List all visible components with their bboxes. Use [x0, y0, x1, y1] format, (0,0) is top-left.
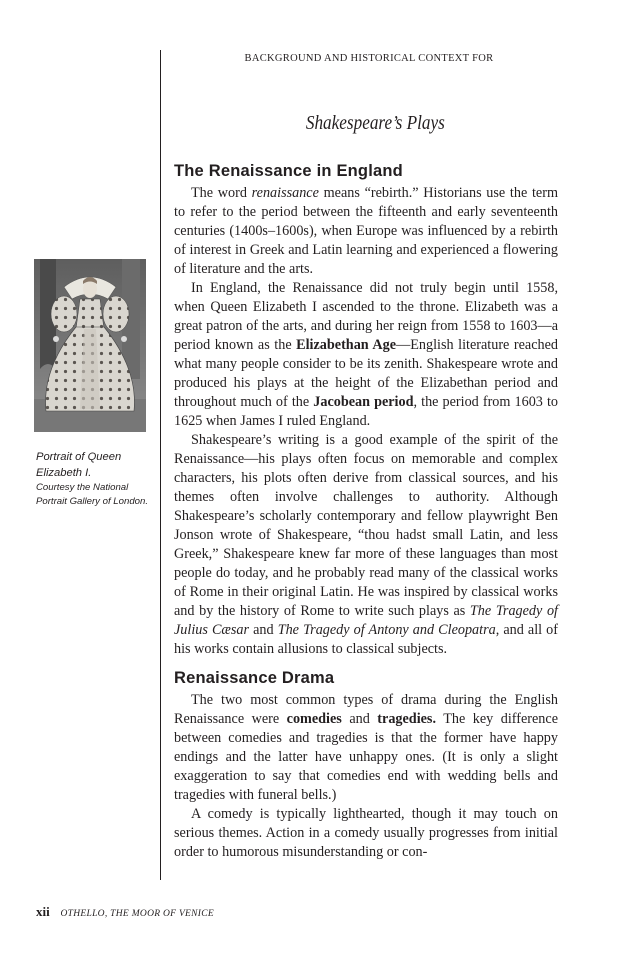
- paragraph: [174, 279, 558, 431]
- section-renaissance-in-england: [174, 162, 558, 659]
- text-run: , the period from 1603 to 1625 when James I ruled England.: [174, 394, 558, 429]
- caption-credit: Courtesy the National Portrait Gallery of London.: [36, 482, 148, 507]
- bold-term: comedies: [286, 711, 342, 727]
- text-run: The key difference between comedies and tragedies is that the former have happy endings and the latter have unhappy ones. (It is only a slight exaggeration to say that comedies end with wedding bells and tragedies with funeral bells.): [174, 711, 558, 803]
- italic-text: The Tragedy of Antony and Cleopatra: [277, 622, 496, 638]
- caption-title: Portrait of Queen Elizabeth I.: [36, 451, 122, 479]
- bold-term: Jacobean period: [313, 394, 414, 410]
- page-footer: [36, 904, 214, 920]
- text-run: —English literature reached what many people consider to be its zenith. Shakespeare wrote and produced his plays at the height of the Elizabethan period and throughout much of the: [174, 337, 558, 410]
- bold-term: tragedies.: [377, 711, 437, 727]
- text-run: means “rebirth.” Historians use the term to refer to the period between the fifteenth and early seventeenth centuries (1400s–1600s), when Europe was influenced by a rebirth of interest in Greek and Latin learning and experienced a flowering of literature and the arts.: [174, 185, 558, 277]
- text-run: and: [341, 711, 378, 727]
- italic-text: renaissance: [251, 185, 319, 201]
- text-run: Shakespeare’s writing is a good example of the spirit of the Renaissance—his plays often focus on memorable and complex characters, his plots often derive from classical sources, and his themes often involve challenges to authority. Although Shakespeare’s scholarly contemporary and fellow playwright Ben Jonson wrote of Shakespeare, “thou hadst small Latin, and less Greek,” Shakespeare knew far more of these languages than most people do today, and he probably read many of the classical works of Rome in their original Latin. He was inspired by classical works and by the history of Rome to write such plays as: [174, 432, 558, 619]
- column-rule: [160, 50, 161, 880]
- text-run: The word: [191, 185, 252, 201]
- text-run: A comedy is typically lighthearted, though it may touch on serious themes. Action in a comedy usually progresses from initial order to humorous misunderstanding or con-: [174, 806, 558, 860]
- page-number: xii: [36, 904, 50, 919]
- chapter-title: Shakespeare’s Plays: [305, 112, 445, 134]
- text-run: , and all of his works contain allusions to classical subjects.: [174, 622, 558, 657]
- paragraph: [174, 805, 558, 862]
- paragraph: [174, 184, 558, 279]
- section-heading: Renaissance Drama: [174, 669, 335, 687]
- paragraph: [174, 431, 558, 659]
- text-run: The two most common types of drama during the English Renaissance were: [174, 692, 558, 727]
- bold-term: Elizabethan Age: [296, 337, 397, 353]
- paragraph: [174, 691, 558, 805]
- book-title: OTHELLO, THE MOOR OF VENICE: [60, 909, 214, 919]
- section-heading: The Renaissance in England: [174, 162, 403, 180]
- text-run: In England, the Renaissance did not truly begin until 1558, when Queen Elizabeth I ascended to the throne. Elizabeth was a great patron of the arts, and during her reign from 1558 to 1603—a period known as the: [174, 280, 558, 353]
- section-renaissance-drama: [174, 669, 558, 862]
- portrait-image: [34, 259, 146, 432]
- running-head: BACKGROUND AND HISTORICAL CONTEXT FOR: [244, 53, 494, 64]
- main-text: [174, 162, 558, 862]
- italic-text: The Tragedy of Julius Cæsar: [174, 603, 558, 638]
- portrait-caption: [36, 449, 148, 509]
- text-run: and: [249, 622, 278, 638]
